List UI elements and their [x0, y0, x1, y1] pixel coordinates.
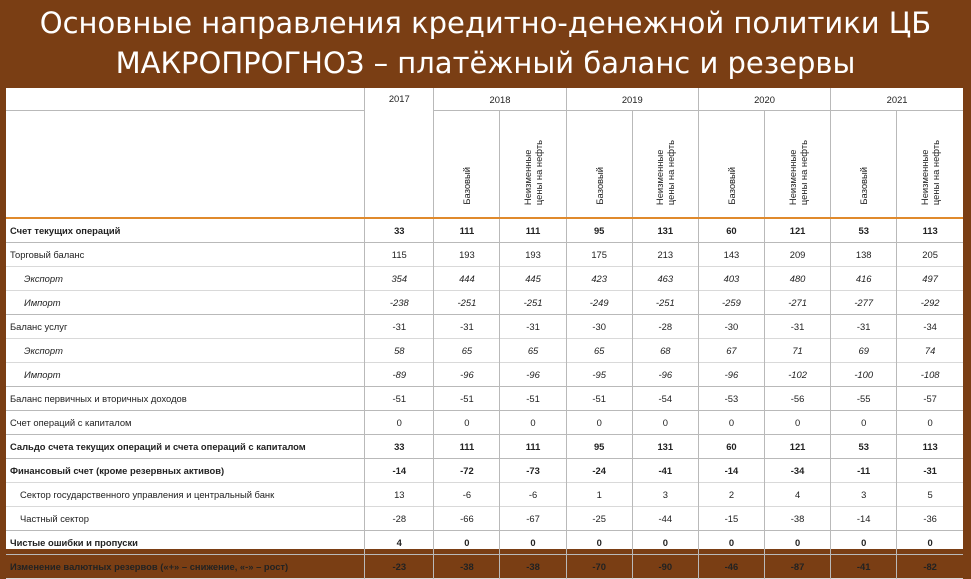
year-header-2017: 2017 [365, 88, 434, 218]
row-label: Счет текущих операций [10, 225, 121, 236]
value-cell: 463 [632, 267, 698, 291]
value-cell: -292 [897, 291, 963, 315]
value-cell: 13 [365, 483, 434, 507]
row-label: Частный сектор [20, 513, 89, 524]
value-cell: 0 [566, 411, 632, 435]
year-header-2018: 2018 [434, 88, 566, 111]
value-cell: -14 [365, 459, 434, 483]
row-label: Экспорт [24, 345, 63, 356]
value-cell: 213 [632, 243, 698, 267]
value-cell: 113 [897, 435, 963, 459]
scenario-base-2020: Базовый [698, 111, 764, 219]
value-cell: 0 [831, 531, 897, 555]
row-label: Изменение валютных резервов («+» – снижение, «-» – рост) [10, 561, 289, 572]
value-cell: 131 [632, 435, 698, 459]
value-cell: -96 [698, 363, 764, 387]
value-cell: 71 [765, 339, 831, 363]
value-cell: 65 [566, 339, 632, 363]
table-row [6, 507, 963, 531]
value-cell: -30 [698, 315, 764, 339]
value-cell: 4 [365, 531, 434, 555]
value-cell: -25 [566, 507, 632, 531]
balance-table-sheet [6, 88, 963, 572]
value-cell: -251 [434, 291, 500, 315]
value-cell: -38 [765, 507, 831, 531]
value-cell: -95 [566, 363, 632, 387]
value-cell: -51 [365, 387, 434, 411]
value-cell: -57 [897, 387, 963, 411]
value-cell: 0 [897, 531, 963, 555]
value-cell: -72 [434, 459, 500, 483]
value-cell: -41 [831, 555, 897, 579]
value-cell: -14 [831, 507, 897, 531]
value-cell: 403 [698, 267, 764, 291]
row-label: Счет операций с капиталом [10, 417, 132, 428]
scenario-oil-2019: Неизменные цены на нефть [632, 111, 698, 219]
value-cell: -36 [897, 507, 963, 531]
value-cell: 4 [765, 483, 831, 507]
value-cell: 67 [698, 339, 764, 363]
table-row [6, 387, 963, 411]
table-row [6, 411, 963, 435]
value-cell: -38 [434, 555, 500, 579]
table-row [6, 243, 963, 267]
table-row [6, 459, 963, 483]
row-label-header [6, 88, 365, 111]
value-cell: 416 [831, 267, 897, 291]
value-cell: 0 [698, 531, 764, 555]
table-row [6, 291, 963, 315]
value-cell: 111 [434, 218, 500, 243]
value-cell: -96 [434, 363, 500, 387]
value-cell: -28 [365, 507, 434, 531]
value-cell: 33 [365, 435, 434, 459]
row-label: Сальдо счета текущих операций и счета операций с капиталом [10, 441, 306, 452]
value-cell: -11 [831, 459, 897, 483]
value-cell: 53 [831, 218, 897, 243]
value-cell: -251 [632, 291, 698, 315]
year-header-2021: 2021 [831, 88, 963, 111]
value-cell: 0 [434, 411, 500, 435]
value-cell: -31 [434, 315, 500, 339]
value-cell: 0 [632, 531, 698, 555]
value-cell: 497 [897, 267, 963, 291]
slide-header [0, 0, 971, 88]
value-cell: -70 [566, 555, 632, 579]
value-cell: -251 [500, 291, 566, 315]
value-cell: -102 [765, 363, 831, 387]
table-row [6, 363, 963, 387]
value-cell: -249 [566, 291, 632, 315]
value-cell: -55 [831, 387, 897, 411]
table-row [6, 555, 963, 579]
value-cell: 111 [434, 435, 500, 459]
value-cell: 111 [500, 218, 566, 243]
slide-title-line-1: Основные направления кредитно-денежной политики ЦБ [39, 6, 932, 40]
table-row [6, 435, 963, 459]
scenario-oil-2020: Неизменные цены на нефть [765, 111, 831, 219]
value-cell: 53 [831, 435, 897, 459]
value-cell: 1 [566, 483, 632, 507]
value-cell: -28 [632, 315, 698, 339]
row-label: Сектор государственного управления и центральный банк [20, 489, 275, 500]
value-cell: 3 [831, 483, 897, 507]
row-label: Торговый баланс [10, 249, 85, 260]
value-cell: 121 [765, 218, 831, 243]
value-cell: -108 [897, 363, 963, 387]
value-cell: -14 [698, 459, 764, 483]
value-cell: 65 [434, 339, 500, 363]
value-cell: 205 [897, 243, 963, 267]
row-label: Импорт [24, 297, 61, 308]
value-cell: -44 [632, 507, 698, 531]
table-row [6, 218, 963, 243]
balance-of-payments-table [6, 88, 963, 579]
value-cell: -259 [698, 291, 764, 315]
year-header-2019: 2019 [566, 88, 698, 111]
value-cell: 0 [831, 411, 897, 435]
value-cell: -87 [765, 555, 831, 579]
value-cell: 423 [566, 267, 632, 291]
scenario-base-2019: Базовый [566, 111, 632, 219]
scenario-oil-2021: Неизменные цены на нефть [897, 111, 963, 219]
value-cell: 0 [698, 411, 764, 435]
table-row [6, 315, 963, 339]
value-cell: 95 [566, 218, 632, 243]
value-cell: -6 [500, 483, 566, 507]
value-cell: 74 [897, 339, 963, 363]
value-cell: -31 [765, 315, 831, 339]
scenario-base-2018: Базовый [434, 111, 500, 219]
value-cell: 115 [365, 243, 434, 267]
value-cell: 0 [500, 531, 566, 555]
value-cell: -56 [765, 387, 831, 411]
value-cell: 0 [897, 411, 963, 435]
value-cell: -15 [698, 507, 764, 531]
scenario-base-2021: Базовый [831, 111, 897, 219]
value-cell: 131 [632, 218, 698, 243]
scenario-oil-2018: Неизменные цены на нефть [500, 111, 566, 219]
value-cell: 480 [765, 267, 831, 291]
value-cell: -51 [566, 387, 632, 411]
value-cell: 0 [434, 531, 500, 555]
value-cell: -51 [434, 387, 500, 411]
value-cell: -41 [632, 459, 698, 483]
value-cell: 65 [500, 339, 566, 363]
value-cell: 3 [632, 483, 698, 507]
value-cell: -46 [698, 555, 764, 579]
value-cell: 95 [566, 435, 632, 459]
value-cell: 445 [500, 267, 566, 291]
row-label-subheader [6, 111, 365, 219]
row-label: Финансовый счет (кроме резервных активов) [10, 465, 225, 476]
value-cell: 143 [698, 243, 764, 267]
value-cell: -96 [500, 363, 566, 387]
value-cell: -6 [434, 483, 500, 507]
value-cell: 0 [765, 411, 831, 435]
value-cell: 2 [698, 483, 764, 507]
value-cell: 193 [434, 243, 500, 267]
value-cell: -54 [632, 387, 698, 411]
value-cell: -73 [500, 459, 566, 483]
value-cell: -31 [500, 315, 566, 339]
value-cell: 60 [698, 218, 764, 243]
row-label: Баланс услуг [10, 321, 68, 332]
value-cell: 175 [566, 243, 632, 267]
table-row [6, 483, 963, 507]
value-cell: -100 [831, 363, 897, 387]
value-cell: -34 [897, 315, 963, 339]
value-cell: -271 [765, 291, 831, 315]
value-cell: 33 [365, 218, 434, 243]
value-cell: -31 [831, 315, 897, 339]
value-cell: -31 [897, 459, 963, 483]
value-cell: 0 [632, 411, 698, 435]
year-header-2020: 2020 [698, 88, 830, 111]
table-row [6, 531, 963, 555]
value-cell: 0 [566, 531, 632, 555]
value-cell: -96 [632, 363, 698, 387]
table-row [6, 267, 963, 291]
value-cell: 113 [897, 218, 963, 243]
slide-title-line-2: МАКРОПРОГНОЗ – платёжный баланс и резервы [115, 46, 856, 80]
value-cell: 69 [831, 339, 897, 363]
value-cell: 58 [365, 339, 434, 363]
value-cell: -38 [500, 555, 566, 579]
value-cell: -66 [434, 507, 500, 531]
value-cell: -30 [566, 315, 632, 339]
value-cell: 121 [765, 435, 831, 459]
value-cell: -23 [365, 555, 434, 579]
value-cell: 354 [365, 267, 434, 291]
row-label: Импорт [24, 369, 61, 380]
value-cell: 0 [500, 411, 566, 435]
value-cell: 138 [831, 243, 897, 267]
value-cell: 444 [434, 267, 500, 291]
value-cell: -89 [365, 363, 434, 387]
value-cell: 0 [765, 531, 831, 555]
table-body [6, 218, 963, 579]
value-cell: 5 [897, 483, 963, 507]
value-cell: 0 [365, 411, 434, 435]
value-cell: -82 [897, 555, 963, 579]
value-cell: -24 [566, 459, 632, 483]
value-cell: -51 [500, 387, 566, 411]
year-header-row [6, 88, 963, 111]
value-cell: -238 [365, 291, 434, 315]
row-label: Чистые ошибки и пропуски [10, 537, 138, 548]
value-cell: 209 [765, 243, 831, 267]
value-cell: -277 [831, 291, 897, 315]
value-cell: -67 [500, 507, 566, 531]
value-cell: 111 [500, 435, 566, 459]
value-cell: -53 [698, 387, 764, 411]
value-cell: 193 [500, 243, 566, 267]
value-cell: -34 [765, 459, 831, 483]
value-cell: -31 [365, 315, 434, 339]
row-label: Экспорт [24, 273, 63, 284]
row-label: Баланс первичных и вторичных доходов [10, 393, 187, 404]
value-cell: 68 [632, 339, 698, 363]
value-cell: 60 [698, 435, 764, 459]
scenario-header-row [6, 111, 963, 219]
table-row [6, 339, 963, 363]
value-cell: -90 [632, 555, 698, 579]
